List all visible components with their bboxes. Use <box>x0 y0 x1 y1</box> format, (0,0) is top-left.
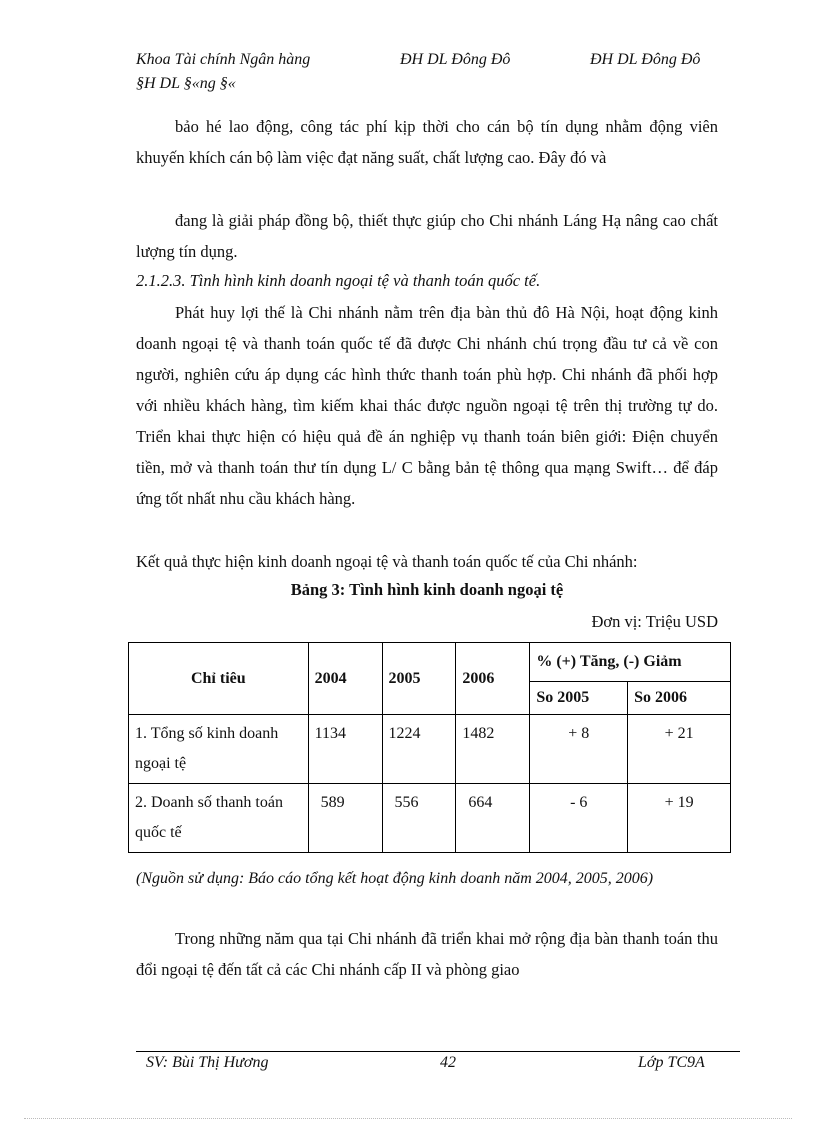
page-header <box>136 48 736 92</box>
footer-class: Lớp TC9A <box>638 1054 705 1071</box>
cell-2005: 1224 <box>382 715 456 784</box>
footer-page-number: 42 <box>440 1054 456 1071</box>
footer-divider <box>136 1051 740 1052</box>
header-vs-2006: So 2006 <box>628 682 731 715</box>
table-row <box>129 784 731 853</box>
paragraph-3: Phát huy lợi thế là Chi nhánh nằm trên địa bàn thủ đô Hà Nội, hoạt động kinh doanh ngoại tệ và thanh toán quốc tế đã được Chi nhánh chú trọng đầu tư cả về con người, nghiên cứu áp dụng các hình thức thanh toán phù hợp. Chi nhánh đã phối hợp với nhiều khách hàng, tìm kiếm khai thác được nguồn ngoại tệ trên thị trường tự do. Triển khai thực hiện có hiệu quả đề án nghiệp vụ thanh toán biên giới: Điện chuyển tiền, mở và thanh toán thư tín dụng L/ C bằng bản tệ thông qua mạng Swift… để đáp ứng tốt nhất nhu cầu khách hàng. <box>136 303 718 508</box>
foreign-currency-table <box>128 642 731 853</box>
paragraph-1: bảo hé lao động, công tác phí kịp thời cho cán bộ tín dụng nhằm động viên khuyến khích cán bộ làm việc đạt năng suất, chất lượng cao. Đây đó và <box>136 117 718 167</box>
cell-2005: 556 <box>382 784 456 853</box>
header-university: ĐH DL Đông Đô <box>400 51 511 68</box>
table-title: Bảng 3: Tình hình kinh doanh ngoại tệ <box>290 580 564 599</box>
table-source-note: (Nguồn sử dụng: Báo cáo tổng kết hoạt động kinh doanh năm 2004, 2005, 2006) <box>136 870 654 887</box>
header-2005: 2005 <box>382 643 456 715</box>
section-heading: 2.1.2.3. Tình hình kinh doanh ngoại tệ và thanh toán quốc tế. <box>136 271 541 290</box>
page-bottom-border <box>24 1118 792 1119</box>
header-university-right: ĐH DL Đông Đô <box>590 51 701 68</box>
header-2006: 2006 <box>456 643 530 715</box>
row-label: 1. Tổng số kinh doanh ngoại tệ <box>129 715 309 784</box>
cell-2004: 589 <box>308 784 382 853</box>
cell-vs-2006: + 21 <box>628 715 731 784</box>
header-2004: 2004 <box>308 643 382 715</box>
paragraph-4: Kết quả thực hiện kinh doanh ngoại tệ và thanh toán quốc tế của Chi nhánh: <box>136 552 638 571</box>
cell-vs-2005: + 8 <box>530 715 628 784</box>
footer-student: SV: Bùi Thị Hương <box>146 1054 269 1071</box>
cell-2004: 1134 <box>308 715 382 784</box>
table-unit: Đơn vị: Triệu USD <box>591 612 718 631</box>
header-change: % (+) Tăng, (-) Giảm <box>530 643 731 682</box>
cell-vs-2005: - 6 <box>530 784 628 853</box>
table-row <box>129 715 731 784</box>
header-vs-2005: So 2005 <box>530 682 628 715</box>
row-label: 2. Doanh số thanh toán quốc tế <box>129 784 309 853</box>
cell-2006: 664 <box>456 784 530 853</box>
header-indicator: Chỉ tiêu <box>129 643 309 715</box>
header-garbled-text: §H DL §«ng §« <box>136 75 236 92</box>
cell-2006: 1482 <box>456 715 530 784</box>
paragraph-5: Trong những năm qua tại Chi nhánh đã triển khai mở rộng địa bàn thanh toán thu đổi ngoại tệ đến tất cả các Chi nhánh cấp II và phòng giao <box>136 929 718 979</box>
cell-vs-2006: + 19 <box>628 784 731 853</box>
header-faculty: Khoa Tài chính Ngân hàng <box>136 51 311 68</box>
paragraph-2: đang là giải pháp đồng bộ, thiết thực giúp cho Chi nhánh Láng Hạ nâng cao chất lượng tín dụng. <box>136 211 718 261</box>
table-header-row <box>129 643 731 682</box>
